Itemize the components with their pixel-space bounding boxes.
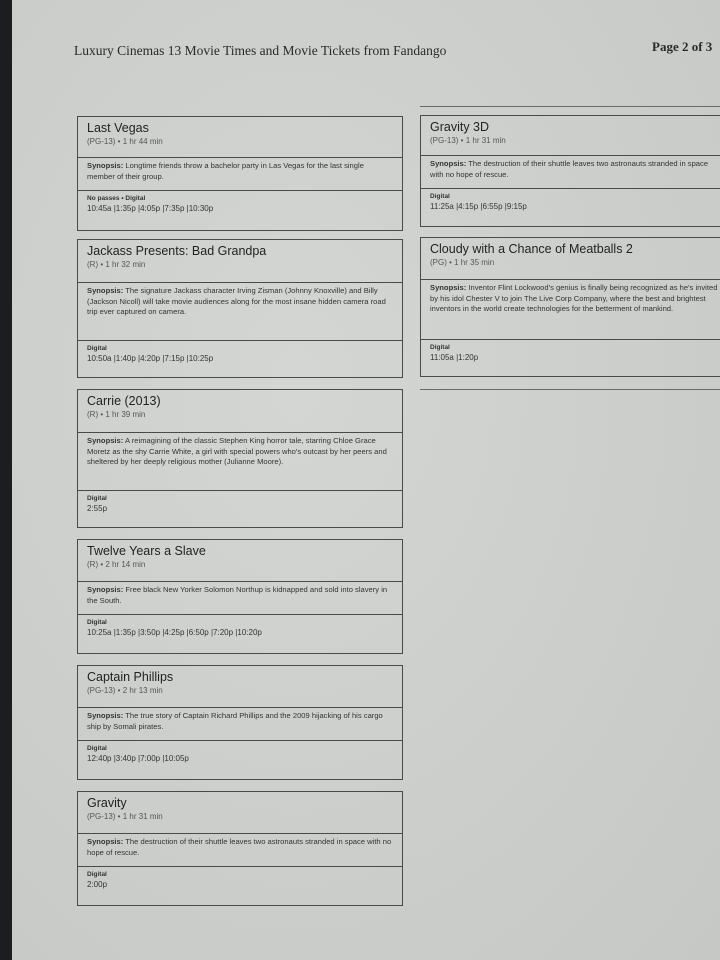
movie-title[interactable]: Gravity 3D xyxy=(430,120,490,134)
showtimes[interactable]: 11:25a |4:15p |6:55p |9:15p xyxy=(430,202,527,211)
movie-title[interactable]: Twelve Years a Slave xyxy=(87,544,206,558)
movie-showtimes xyxy=(78,615,402,642)
format-label: Digital xyxy=(87,745,107,752)
movie-showtimes xyxy=(78,867,402,894)
movie-title[interactable]: Carrie (2013) xyxy=(87,394,161,408)
page-title: Luxury Cinemas 13 Movie Times and Movie Tickets from Fandango xyxy=(74,43,447,58)
movie-title[interactable]: Last Vegas xyxy=(87,121,149,135)
format-label: Digital xyxy=(87,619,107,626)
movie-synopsis: Synopsis: A reimagining of the classic Stephen King horror tale, starring Chloe Grace Moretz as the shy Carrie White, a girl with special powers who's outcast by her peers and sheltered by her deeply religious mother (Julianne Moore). xyxy=(78,433,402,491)
divider-line xyxy=(420,389,720,390)
movie-header xyxy=(421,116,720,156)
divider-line xyxy=(420,106,720,107)
movie-card-gravity xyxy=(77,791,403,906)
movie-card-gravity-3d xyxy=(420,115,720,227)
showtimes[interactable]: 10:45a |1:35p |4:05p |7:35p |10:30p xyxy=(87,204,214,213)
movie-showtimes xyxy=(78,741,402,768)
movie-card-last-vegas xyxy=(77,116,403,231)
movie-card-carrie xyxy=(77,389,403,528)
movie-card-twelve-years xyxy=(77,539,403,654)
movie-synopsis: Synopsis: The destruction of their shuttle leaves two astronauts stranded in space with no hope of rescue. xyxy=(421,156,720,189)
movie-card-captain-phillips xyxy=(77,665,403,780)
movie-meta: (PG-13) • 2 hr 13 min xyxy=(87,686,163,695)
movie-header xyxy=(78,390,402,433)
movie-synopsis: Synopsis: The signature Jackass character Irving Zisman (Johnny Knoxville) and Billy (Jackson Nicoll) will take movie audiences along for the most insane hidden camera road trip ever captured on camera. xyxy=(78,283,402,341)
format-label: Digital xyxy=(430,193,450,200)
showtimes[interactable]: 10:50a |1:40p |4:20p |7:15p |10:25p xyxy=(87,354,214,363)
movie-synopsis: Synopsis: The true story of Captain Richard Phillips and the 2009 hijacking of his cargo ship by Somali pirates. xyxy=(78,708,402,741)
movie-showtimes xyxy=(421,189,720,216)
movie-synopsis: Synopsis: Inventor Flint Lockwood's genius is finally being recognized as he's invited by his idol Chester V to join The Live Corp Company, where the best and brightest inventors in the world create technologies for the betterment of mankind. xyxy=(421,280,720,340)
movie-title[interactable]: Cloudy with a Chance of Meatballs 2 xyxy=(430,242,633,256)
movie-header xyxy=(78,117,402,158)
showtimes[interactable]: 2:00p xyxy=(87,880,108,889)
movie-meta: (R) • 1 hr 39 min xyxy=(87,410,146,419)
showtimes[interactable]: 10:25a |1:35p |3:50p |4:25p |6:50p |7:20p |10:20p xyxy=(87,628,262,637)
movie-title[interactable]: Captain Phillips xyxy=(87,670,174,684)
movie-synopsis: Synopsis: Longtime friends throw a bachelor party in Las Vegas for the last single member of their group. xyxy=(78,158,402,191)
movie-header xyxy=(421,238,720,280)
movie-showtimes xyxy=(78,191,402,218)
format-label: No passes • Digital xyxy=(87,195,146,202)
movie-showtimes xyxy=(78,341,402,368)
movie-showtimes xyxy=(421,340,720,367)
movie-meta: (R) • 2 hr 14 min xyxy=(87,560,146,569)
movie-meta: (PG-13) • 1 hr 44 min xyxy=(87,137,163,146)
movie-title[interactable]: Jackass Presents: Bad Grandpa xyxy=(87,244,267,258)
format-label: Digital xyxy=(87,495,107,502)
movie-showtimes xyxy=(78,491,402,518)
movie-synopsis: Synopsis: Free black New Yorker Solomon Northup is kidnapped and sold into slavery in the South. xyxy=(78,582,402,615)
format-label: Digital xyxy=(87,345,107,352)
movie-title[interactable]: Gravity xyxy=(87,796,127,810)
movie-header xyxy=(78,666,402,708)
showtimes[interactable]: 2:55p xyxy=(87,504,108,513)
format-label: Digital xyxy=(87,871,107,878)
movie-header xyxy=(78,540,402,582)
movie-meta: (PG-13) • 1 hr 31 min xyxy=(430,136,506,145)
movie-synopsis: Synopsis: The destruction of their shuttle leaves two astronauts stranded in space with no hope of rescue. xyxy=(78,834,402,867)
page-number: Page 2 of 3 xyxy=(652,39,713,54)
movie-header xyxy=(78,792,402,834)
movie-meta: (R) • 1 hr 32 min xyxy=(87,260,146,269)
movie-card-bad-grandpa xyxy=(77,239,403,378)
movie-header xyxy=(78,240,402,283)
movie-meta: (PG) • 1 hr 35 min xyxy=(430,258,495,267)
movie-card-cloudy-meatballs-2 xyxy=(420,237,720,377)
showtimes[interactable]: 11:05a |1:20p xyxy=(430,353,479,362)
movie-meta: (PG-13) • 1 hr 31 min xyxy=(87,812,163,821)
showtimes[interactable]: 12:40p |3:40p |7:00p |10:05p xyxy=(87,754,189,763)
format-label: Digital xyxy=(430,344,450,351)
